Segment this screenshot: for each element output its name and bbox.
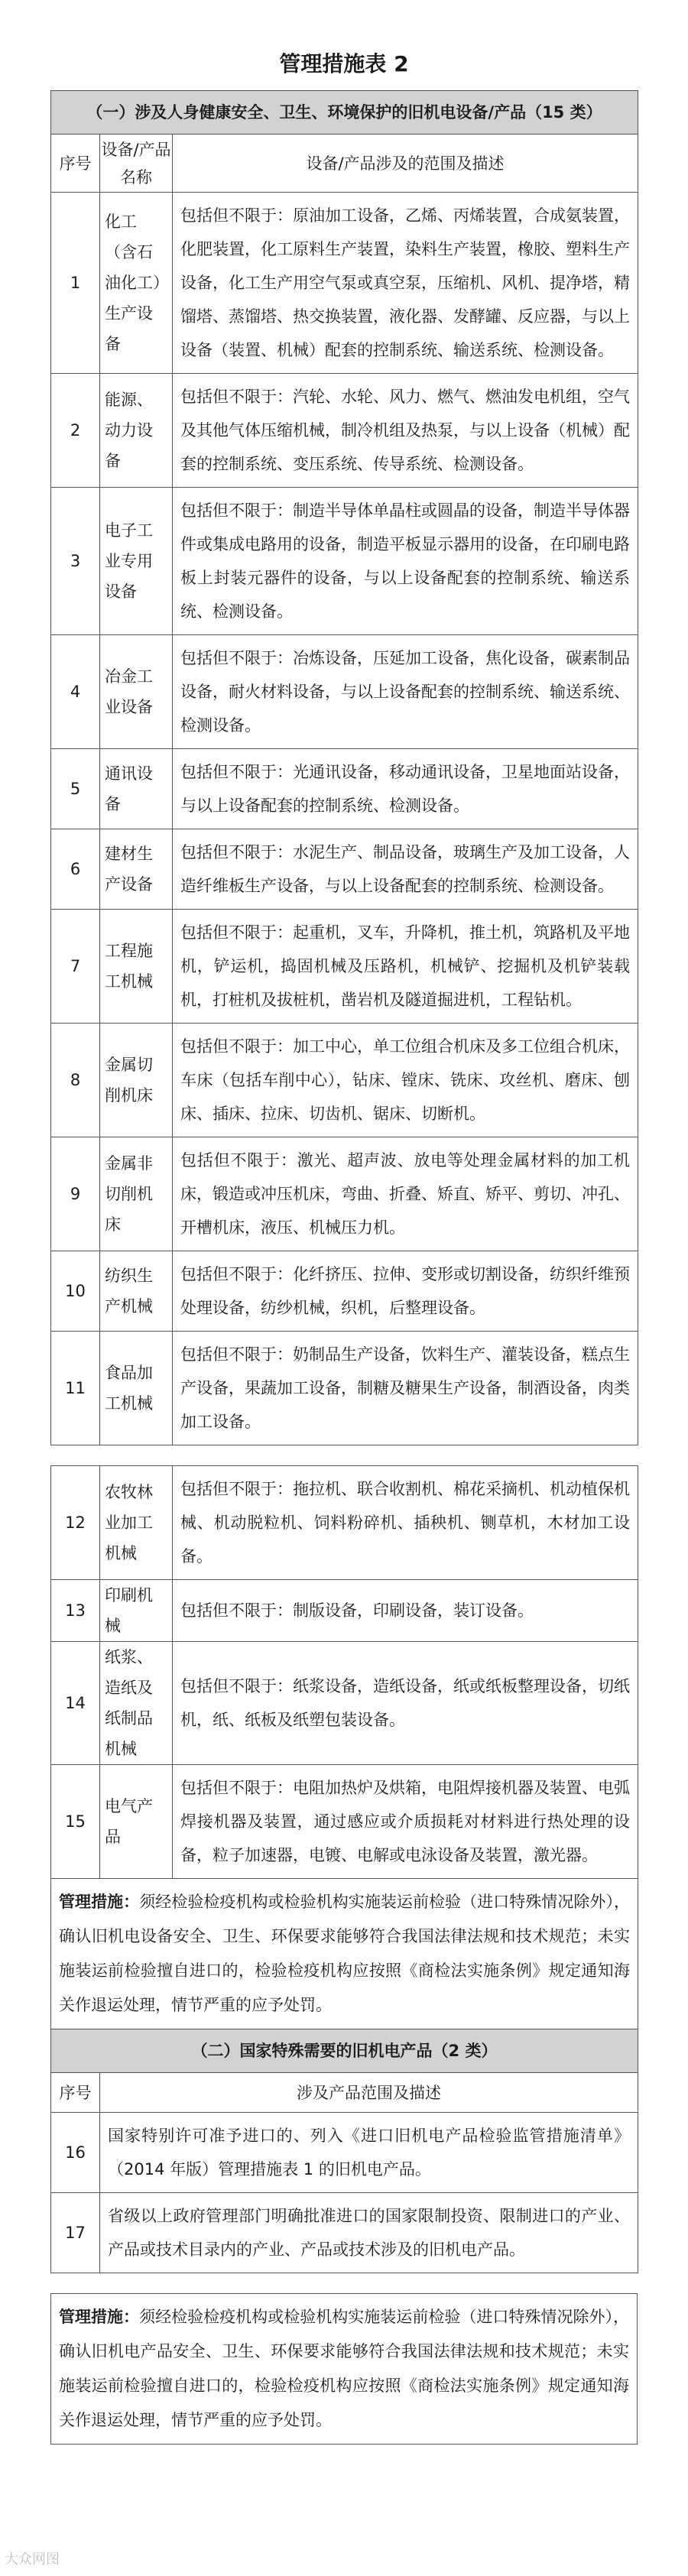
table-row: [51, 1580, 638, 1642]
row-number: 11: [51, 1332, 100, 1445]
table-row: [51, 635, 638, 749]
row-category: 电气产品: [100, 1765, 173, 1879]
row-number: 2: [51, 374, 100, 488]
table-row: [51, 193, 638, 374]
row-description: 包括但不限于：制造半导体单晶柱或圆晶的设备，制造半导体器件或集成电路用的设备，制造平板显示器用的设备，在印刷电路板上封装元器件的设备，与以上设备配套的控制系统、输送系统、检测设备。: [173, 488, 638, 635]
note-text: 须经检验检疫机构或检验机构实施装运前检验（进口特殊情况除外），确认旧机电设备安全、卫生、环保要求能够符合我国法律法规和技术规范；未实施装运前检验擅自进口的，检验检疫机构应按照《商检法实施条例》规定通知海关作退运处理，情节严重的应予处罚。: [59, 1893, 631, 2014]
col-header-description: 设备/产品涉及的范围及描述: [173, 135, 638, 193]
row-category: 能源、动力设备: [100, 374, 173, 488]
row-description: 省级以上政府管理部门明确批准进口的国家限制投资、限制进口的产业、产品或技术目录内的产业、产品或技术涉及的旧机电产品。: [100, 2193, 638, 2273]
row-description: 包括但不限于：加工中心，单工位组合机床及多工位组合机床，车床（包括车削中心），钻床、镗床、铣床、攻丝机、磨床、刨床、插床、拉床、切齿机、锯床、切断机。: [173, 1024, 638, 1137]
row-description: 包括但不限于：化纤挤压、拉伸、变形或切割设备，纺织纤维预处理设备，纺纱机械，织机，后整理设备。: [173, 1251, 638, 1332]
row-number: 6: [51, 829, 100, 910]
row-category: 工程施工机械: [100, 910, 173, 1024]
row-description: 包括但不限于：奶制品生产设备，饮料生产、灌装设备，糕点生产设备，果蔬加工设备，制糖及糖果生产设备，制酒设备，肉类加工设备。: [173, 1332, 638, 1445]
row-category: 金属切削机床: [100, 1024, 173, 1137]
table-row: [51, 910, 638, 1024]
row-description: 包括但不限于：制版设备，印刷设备，装订设备。: [173, 1580, 638, 1642]
note-text: 须经检验检疫机构或检验机构实施装运前检验（进口特殊情况除外），确认旧机电产品安全、卫生、环保要求能够符合我国法律法规和技术规范；未实施装运前检验擅自进口的，检验检疫机构应按照《商检法实施条例》规定通知海关作退运处理，情节严重的应予处罚。: [59, 2308, 630, 2429]
row-description: 包括但不限于：纸浆设备，造纸设备，纸或纸板整理设备，切纸机，纸、纸板及纸塑包装设备。: [173, 1642, 638, 1765]
row-description: 包括但不限于：原油加工设备，乙烯、丙烯装置，合成氨装置，化肥装置，化工原料生产装置，染料生产装置，橡胶、塑料生产设备，化工生产用空气泵或真空泵，压缩机、风机、提净塔，精馏塔、蒸馏塔、热交换装置，液化器、发酵罐、反应器，与以上设备（装置、机械）配套的控制系统、输送系统、检测设备。: [173, 193, 638, 374]
row-number: 14: [51, 1642, 100, 1765]
table-row: [51, 1137, 638, 1251]
row-description: 包括但不限于：电阻加热炉及烘箱，电阻焊接机器及装置、电弧焊接机器及装置，通过感应或介质损耗对材料进行热处理的设备，粒子加速器，电镀、电解或电泳设备及装置，激光器。: [173, 1765, 638, 1879]
section1-header: （一）涉及人身健康安全、卫生、环境保护的旧机电设备/产品（15 类）: [51, 91, 638, 135]
row-category: 化工（含石油化工）生产设备: [100, 193, 173, 374]
row-description: 包括但不限于：光通讯设备，移动通讯设备，卫星地面站设备，与以上设备配套的控制系统、检测设备。: [173, 749, 638, 829]
row-category: 纺织生产机械: [100, 1251, 173, 1332]
row-number: 4: [51, 635, 100, 749]
note-label: 管理措施：: [59, 1893, 140, 1911]
row-number: 15: [51, 1765, 100, 1879]
row-number: 17: [51, 2193, 100, 2273]
row-description: 包括但不限于：起重机，叉车，升降机，推土机，筑路机及平地机，铲运机，捣固机械及压路机，机械铲、挖掘机及机铲装载机，打桩机及拔桩机，凿岩机及隧道掘进机，工程钻机。: [173, 910, 638, 1024]
section1-management-note: [51, 1879, 638, 2029]
col-header-no: 序号: [51, 135, 100, 193]
watermark: 大众网图: [5, 2552, 60, 2568]
row-category: 纸浆、造纸及纸制品机械: [100, 1642, 173, 1765]
table-row: [51, 1765, 638, 1879]
row-category: 农牧林业加工机械: [100, 1466, 173, 1580]
table-row: [51, 829, 638, 910]
row-number: 3: [51, 488, 100, 635]
row-number: 9: [51, 1137, 100, 1251]
row-number: 12: [51, 1466, 100, 1580]
row-description: 国家特别许可准予进口的、列入《进口旧机电产品检验监管措施清单》（2014 年版）管理措施表 1 的旧机电产品。: [100, 2113, 638, 2193]
row-number: 16: [51, 2113, 100, 2193]
table-row: [51, 749, 638, 829]
row-number: 13: [51, 1580, 100, 1642]
row-description: 包括但不限于：汽轮、水轮、风力、燃气、燃油发电机组，空气及其他气体压缩机械，制冷机组及热泵，与以上设备（机械）配套的控制系统、变压系统、传导系统、检测设备。: [173, 374, 638, 488]
col-header-category: 设备/产品名称: [100, 135, 173, 193]
row-category: 食品加工机械: [100, 1332, 173, 1445]
col-header-no: 序号: [51, 2073, 100, 2113]
row-number: 5: [51, 749, 100, 829]
row-description: 包括但不限于：拖拉机、联合收割机、棉花采摘机、机动植保机械、机动脱粒机、饲料粉碎机、插秧机、铡草机，木材加工设备。: [173, 1466, 638, 1580]
table-row: [51, 488, 638, 635]
row-number: 1: [51, 193, 100, 374]
row-category: 金属非切削机床: [100, 1137, 173, 1251]
section1-table: [50, 90, 638, 1445]
row-description: 包括但不限于：水泥生产、制品设备，玻璃生产及加工设备，人造纤维板生产设备，与以上设备配套的控制系统、检测设备。: [173, 829, 638, 910]
row-category: 印刷机械: [100, 1580, 173, 1642]
table-row: [51, 374, 638, 488]
table-row: [51, 1642, 638, 1765]
section2-header: （二）国家特殊需要的旧机电产品（2 类）: [51, 2029, 638, 2073]
row-number: 7: [51, 910, 100, 1024]
table-row: [51, 2193, 638, 2273]
row-category: 通讯设备: [100, 749, 173, 829]
row-description: 包括但不限于：激光、超声波、放电等处理金属材料的加工机床，锻造或冲压机床，弯曲、折叠、矫直、矫平、剪切、冲孔、开槽机床，液压、机械压力机。: [173, 1137, 638, 1251]
row-description: 包括但不限于：冶炼设备，压延加工设备，焦化设备，碳素制品设备，耐火材料设备，与以上设备配套的控制系统、输送系统、检测设备。: [173, 635, 638, 749]
section1-table-continued: [50, 1465, 638, 2273]
table-row: [51, 1251, 638, 1332]
table-row: [51, 2113, 638, 2193]
row-category: 冶金工业设备: [100, 635, 173, 749]
table-row: [51, 1024, 638, 1137]
note-label: 管理措施：: [59, 2308, 140, 2326]
col-header-description: 涉及产品范围及描述: [100, 2073, 638, 2113]
row-number: 10: [51, 1251, 100, 1332]
row-category: 建材生产设备: [100, 829, 173, 910]
page-title: 管理措施表 2: [279, 51, 409, 76]
row-category: 电子工业专用设备: [100, 488, 173, 635]
row-number: 8: [51, 1024, 100, 1137]
table-row: [51, 1332, 638, 1445]
section2-note-table: [50, 2293, 638, 2445]
table-row: [51, 1466, 638, 1580]
section2-management-note: [51, 2294, 638, 2445]
